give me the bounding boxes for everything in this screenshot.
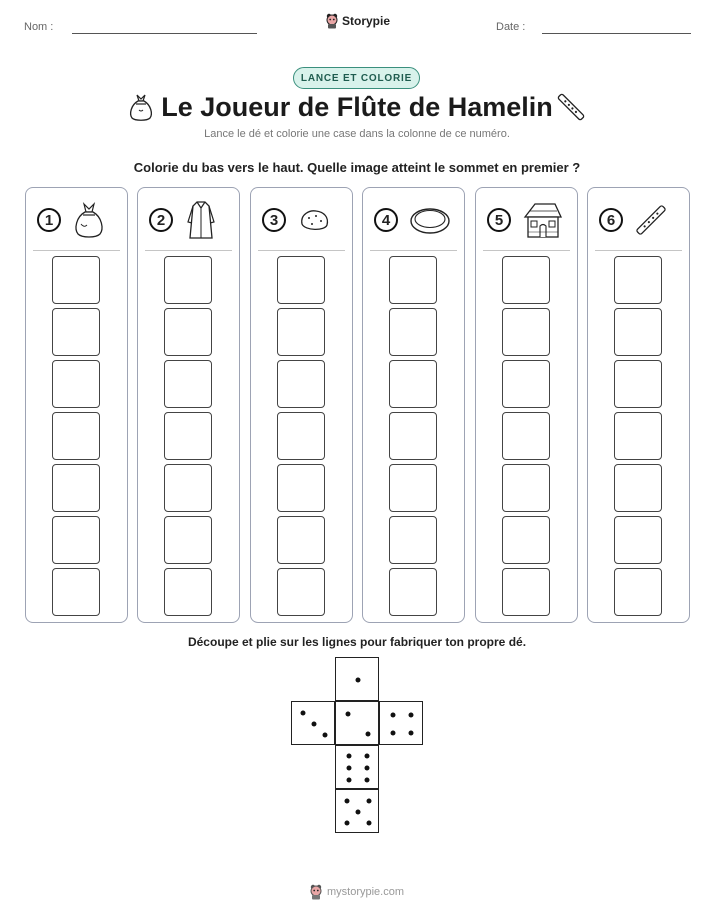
- cell-stack: [52, 256, 100, 620]
- color-cell[interactable]: [502, 412, 550, 460]
- color-cell[interactable]: [614, 412, 662, 460]
- cell-stack: [277, 256, 325, 620]
- color-cell[interactable]: [164, 516, 212, 564]
- column-divider: [145, 250, 232, 251]
- die-pip: [323, 733, 328, 738]
- column-header: [588, 200, 689, 240]
- color-cell[interactable]: [389, 516, 437, 564]
- column-number: 2: [149, 208, 173, 232]
- die-face-6: [335, 745, 379, 789]
- color-cell[interactable]: [389, 568, 437, 616]
- die-face-4: [379, 701, 423, 745]
- column-divider: [33, 250, 120, 251]
- color-cell[interactable]: [164, 360, 212, 408]
- color-cell[interactable]: [52, 412, 100, 460]
- column-header: [26, 200, 127, 240]
- die-pip: [312, 722, 317, 727]
- coloring-instruction: Colorie du bas vers le haut. Quelle image atteint le sommet en premier ?: [133, 160, 581, 175]
- cell-stack: [614, 256, 662, 620]
- die-pip: [365, 731, 370, 736]
- bread-icon: [296, 200, 332, 240]
- color-cell[interactable]: [502, 568, 550, 616]
- name-line[interactable]: [72, 33, 257, 34]
- color-cell[interactable]: [164, 464, 212, 512]
- die-pip: [301, 711, 306, 716]
- color-cell[interactable]: [389, 464, 437, 512]
- die-pip: [408, 730, 413, 735]
- die-pip: [367, 799, 372, 804]
- column-divider: [258, 250, 345, 251]
- color-cell[interactable]: [502, 256, 550, 304]
- sack-icon: [71, 200, 107, 240]
- storypie-mascot-icon: [309, 884, 323, 900]
- die-pip: [367, 821, 372, 826]
- color-cell[interactable]: [614, 568, 662, 616]
- cut-instruction: Découpe et plie sur les lignes pour fabriquer ton propre dé.: [187, 635, 527, 649]
- flute-icon: [556, 90, 586, 124]
- color-cell[interactable]: [389, 308, 437, 356]
- die-pip: [364, 753, 369, 758]
- cell-stack: [164, 256, 212, 620]
- die-face-3: [291, 701, 335, 745]
- cell-stack: [502, 256, 550, 620]
- name-label: Nom :: [24, 21, 54, 33]
- column-header: [251, 200, 352, 240]
- color-cell[interactable]: [614, 516, 662, 564]
- die-pip: [391, 730, 396, 735]
- color-cell[interactable]: [52, 360, 100, 408]
- color-cell[interactable]: [52, 516, 100, 564]
- die-pip: [347, 753, 352, 758]
- die-pip: [356, 678, 361, 683]
- cell-stack: [389, 256, 437, 620]
- column-divider: [483, 250, 570, 251]
- storypie-mascot-icon: [325, 13, 339, 29]
- column-header: [363, 200, 464, 240]
- column-6: [587, 187, 690, 623]
- color-cell[interactable]: [614, 256, 662, 304]
- color-cell[interactable]: [164, 308, 212, 356]
- die-pip: [346, 712, 351, 717]
- column-4: [362, 187, 465, 623]
- brand-name: Storypie: [342, 14, 391, 28]
- column-number: 4: [374, 208, 398, 232]
- color-cell[interactable]: [277, 308, 325, 356]
- color-cell[interactable]: [614, 464, 662, 512]
- color-cell[interactable]: [277, 256, 325, 304]
- color-cell[interactable]: [502, 308, 550, 356]
- die-face-1: [335, 657, 379, 701]
- date-line[interactable]: [542, 33, 691, 34]
- house-icon: [521, 200, 563, 240]
- column-header: [138, 200, 239, 240]
- die-face-2: [335, 701, 379, 745]
- die-pip: [347, 766, 352, 771]
- die-pip: [408, 713, 413, 718]
- color-cell[interactable]: [502, 464, 550, 512]
- color-cell[interactable]: [614, 308, 662, 356]
- color-cell[interactable]: [52, 308, 100, 356]
- column-3: [250, 187, 353, 623]
- robe-icon: [183, 200, 219, 240]
- color-cell[interactable]: [389, 256, 437, 304]
- die-pip: [364, 766, 369, 771]
- column-number: 6: [599, 208, 623, 232]
- column-2: [137, 187, 240, 623]
- brand-logo: [325, 13, 390, 29]
- color-cell[interactable]: [164, 568, 212, 616]
- die-pip: [345, 799, 350, 804]
- activity-badge: LANCE ET COLORIE: [293, 67, 420, 89]
- column-number: 3: [262, 208, 286, 232]
- die-pip: [364, 778, 369, 783]
- footer-url: mystorypie.com: [327, 886, 405, 898]
- color-cell[interactable]: [614, 360, 662, 408]
- die-pip: [356, 810, 361, 815]
- die-pip: [347, 778, 352, 783]
- color-cell[interactable]: [277, 516, 325, 564]
- page-title: Le Joueur de Flûte de Hamelin: [161, 92, 553, 122]
- color-cell[interactable]: [52, 464, 100, 512]
- column-1: [25, 187, 128, 623]
- color-cell[interactable]: [389, 360, 437, 408]
- color-cell[interactable]: [277, 360, 325, 408]
- flute-icon: [633, 200, 669, 240]
- column-number: 1: [37, 208, 61, 232]
- color-cell[interactable]: [277, 412, 325, 460]
- date-label: Date :: [496, 21, 526, 33]
- column-header: [476, 200, 577, 240]
- color-cell[interactable]: [389, 412, 437, 460]
- color-cell[interactable]: [502, 516, 550, 564]
- column-divider: [595, 250, 682, 251]
- column-divider: [370, 250, 457, 251]
- page-subtitle: Lance le dé et colorie une case dans la colonne de ce numéro.: [204, 128, 510, 140]
- die-pip: [391, 713, 396, 718]
- die-pip: [345, 821, 350, 826]
- footer: [309, 884, 404, 900]
- column-number: 5: [487, 208, 511, 232]
- column-5: [475, 187, 578, 623]
- color-cell[interactable]: [502, 360, 550, 408]
- die-face-5: [335, 789, 379, 833]
- color-cell[interactable]: [164, 412, 212, 460]
- color-cell[interactable]: [52, 256, 100, 304]
- color-cell[interactable]: [52, 568, 100, 616]
- plate-icon: [408, 200, 452, 240]
- color-cell[interactable]: [164, 256, 212, 304]
- color-cell[interactable]: [277, 464, 325, 512]
- color-cell[interactable]: [277, 568, 325, 616]
